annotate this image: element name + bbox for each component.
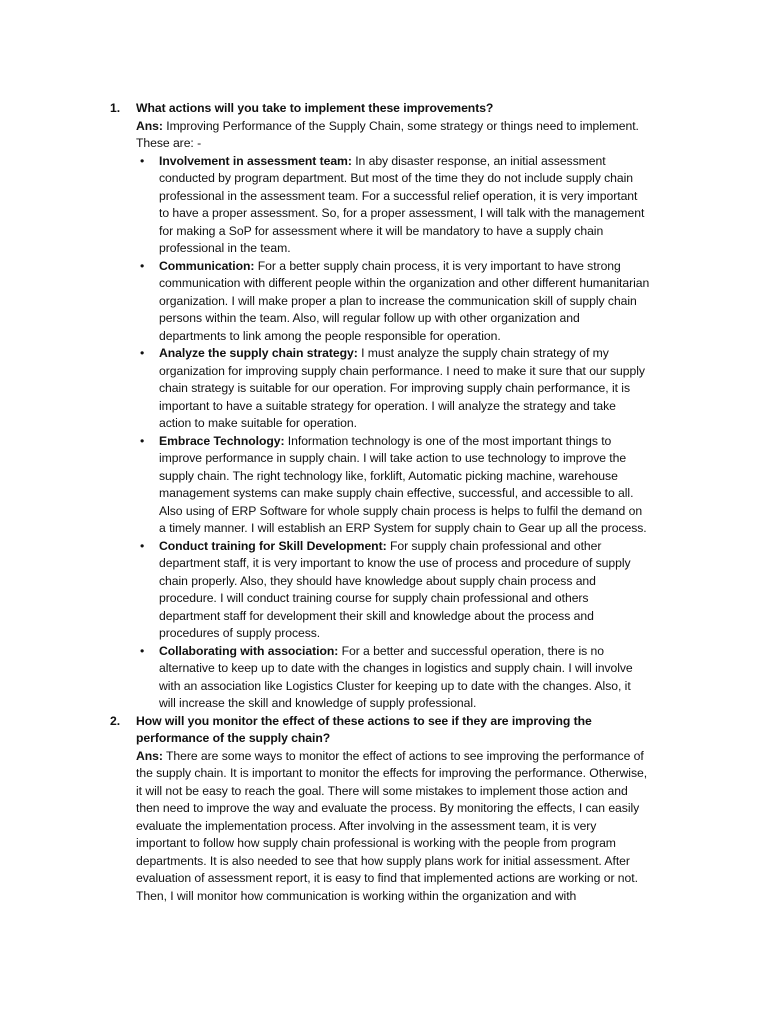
bullet-icon: • <box>140 643 145 658</box>
bullet-icon: • <box>140 538 145 553</box>
list-item <box>136 538 650 643</box>
list-item <box>136 433 650 538</box>
bullet-text: For a better supply chain process, it is very important to have strong communication with different people within the organization and other different humanitarian organization. I will make proper a plan to increase the communication skill of supply chain persons within the team. Also, will regular follow up with other organization and departments to link among the people responsible for operation. <box>159 258 650 343</box>
bullet-icon: • <box>140 346 145 360</box>
bullet-text: I must analyze the supply chain strategy of my organization for improving supply chain performance. I need to make it sure that our supply chain strategy is suitable for our operation. For improving supply chain performance, it is important to have a suitable strategy for operation. I will analyze the strategy and take action to make suitable for operation. <box>159 346 645 430</box>
question-item-1 <box>110 100 650 713</box>
answer-label: Ans: <box>136 118 163 133</box>
list-item <box>136 153 650 258</box>
bullet-title: Conduct training for Skill Development: <box>159 538 387 553</box>
answer-text: Improving Performance of the Supply Chain, some strategy or things need to implement. These are: - <box>136 118 639 150</box>
question-list <box>110 100 650 905</box>
bullet-text: For a better and successful operation, there is no alternative to keep up to date with the changes in logistics and supply chain. I will involve with an association like Logistics Cluster for keeping up to date with the changes. Also, it will increase the skill and knowledge of supply professional. <box>159 643 633 710</box>
bullet-text: In aby disaster response, an initial assessment conducted by program department. But most of the time they do not include supply chain professional in the assessment team. For a successful relief operation, it is very important to have a proper assessment. So, for a proper assessment, I will talk with the management for making a SoP for assessment where it will be mandatory to have a supply chain professional in the team. <box>159 153 645 255</box>
bullet-title: Collaborating with association: <box>159 643 339 658</box>
question-text: What actions will you take to implement these improvements? <box>136 101 494 115</box>
bullet-title: Involvement in assessment team: <box>159 153 352 168</box>
answer-label: Ans: <box>136 748 163 763</box>
bullet-icon: • <box>140 153 145 168</box>
answer-paragraph <box>136 748 650 906</box>
question-text: How will you monitor the effect of these actions to see if they are improving the performance of the supply chain? <box>136 713 592 745</box>
bullet-title: Embrace Technology: <box>159 433 285 448</box>
answer-paragraph <box>136 118 650 153</box>
list-item <box>136 643 650 713</box>
list-item <box>136 345 650 433</box>
question-number: 1. <box>110 101 121 115</box>
list-item <box>136 258 650 346</box>
bullet-title: Communication: <box>159 258 255 273</box>
answer-text: There are some ways to monitor the effect of actions to see improving the performance of the supply chain. It is important to monitor the effects for improving the performance. Otherwise, it will not be easy to reach the goal. There will some mistakes to implement those action and then need to improve the way and evaluate the process. By monitoring the effects, I can easily evaluate the implementation process. After involving in the assessment team, it is very important to follow how supply chain professional is working with the people from program departments. It is also needed to see that how supply plans work for initial assessment. After evaluation of assessment report, it is easy to find that implemented actions are working or not. Then, I will monitor how communication is working within the organization and with <box>136 748 648 903</box>
question-item-2 <box>110 713 650 906</box>
bullet-icon: • <box>140 433 145 448</box>
question-number: 2. <box>110 713 121 728</box>
bullet-text: Information technology is one of the most important things to improve performance in supply chain. I will take action to use technology to improve the supply chain. The right technology like, forklift, Automatic picking machine, warehouse management systems can make supply chain effective, successful, and accessible to all. Also using of ERP Software for whole supply chain process is helps to fulfil the demand on a timely manner. I will establish an ERP System for supply chain to Gear up all the process. <box>159 433 647 535</box>
improvement-list <box>136 153 650 713</box>
bullet-text: For supply chain professional and other department staff, it is very important to know the use of process and procedure of supply chain properly. Also, they should have knowledge about supply chain process and procedure. I will conduct training course for supply chain professional and others department staff for development their skill and knowledge about the process and procedures of supply process. <box>159 538 631 640</box>
document-body <box>110 100 650 905</box>
bullet-title: Analyze the supply chain strategy: <box>159 346 358 360</box>
bullet-icon: • <box>140 258 145 273</box>
